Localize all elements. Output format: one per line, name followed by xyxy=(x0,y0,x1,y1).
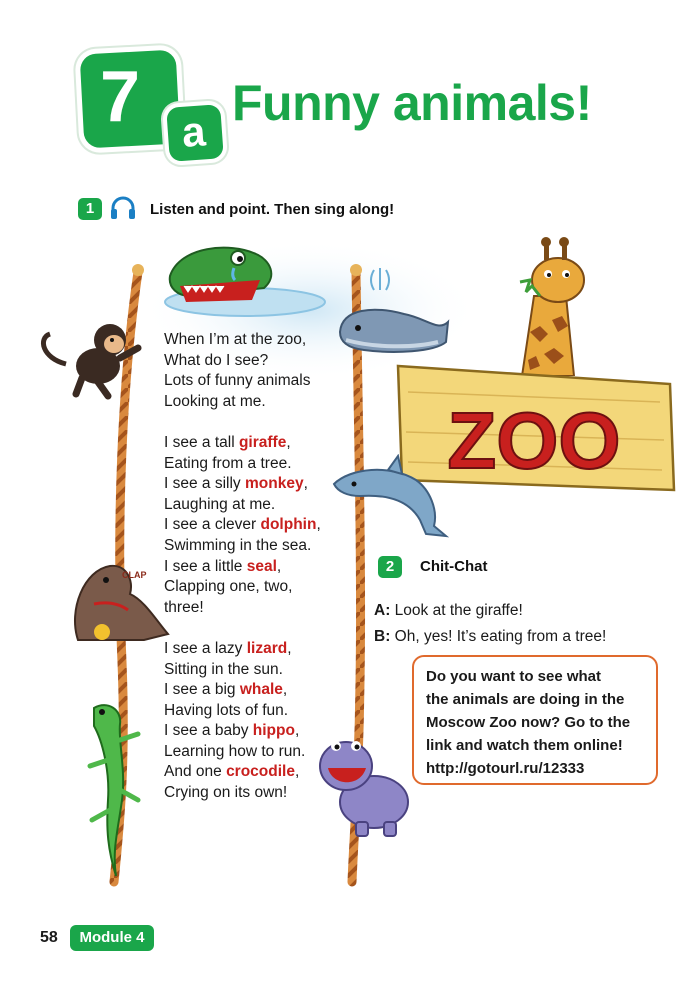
exercise-2-number: 2 xyxy=(378,556,402,578)
animal-word: lizard xyxy=(246,639,288,657)
module-tag: Module 4 xyxy=(70,925,154,951)
zoo-sign-text: ZOO xyxy=(447,396,621,485)
dolphin-illustration xyxy=(330,454,450,540)
crocodile-illustration xyxy=(160,236,340,322)
info-line: link and watch them online! xyxy=(426,737,623,754)
song-line: I see a silly monkey, xyxy=(164,475,308,493)
song-line: I see a little seal, xyxy=(164,557,282,575)
animal-word: crocodile xyxy=(226,763,295,781)
song-line: Sitting in the sun. xyxy=(164,660,283,678)
zoo-link[interactable]: http://gotourl.ru/12333 xyxy=(426,760,585,777)
song-line: Lots of funny animals xyxy=(164,372,311,390)
info-line: Moscow Zoo now? Go to the xyxy=(426,714,631,731)
exercise-1-instruction: Listen and point. Then sing along! xyxy=(150,201,395,218)
clap-text: CLAP xyxy=(122,570,147,580)
chit-chat-dialogue xyxy=(374,598,606,650)
animal-word: hippo xyxy=(252,722,295,740)
monkey-illustration xyxy=(36,318,146,400)
animal-word: monkey xyxy=(244,475,304,493)
song-line: Crying on its own! xyxy=(164,784,288,802)
song-line: I see a clever dolphin, xyxy=(164,516,321,534)
whale-illustration xyxy=(334,262,454,362)
song-line: Laughing at me. xyxy=(164,495,276,513)
song-line: Clapping one, two, xyxy=(164,578,293,596)
song-line: Swimming in the sea. xyxy=(164,536,312,554)
song-line: Having lots of fun. xyxy=(164,701,289,719)
animal-word: seal xyxy=(246,557,277,575)
unit-letter: a xyxy=(180,107,207,156)
headphones-icon[interactable] xyxy=(108,193,138,223)
animal-word: giraffe xyxy=(238,433,287,451)
song-line: three! xyxy=(164,598,204,616)
song-line: I see a lazy lizard, xyxy=(164,639,292,657)
song-line: Eating from a tree. xyxy=(164,454,292,472)
song-line: I see a big whale, xyxy=(164,681,288,699)
page-title: Funny animals! xyxy=(232,75,592,131)
exercise-1-number: 1 xyxy=(78,198,102,220)
seal-illustration xyxy=(64,560,174,650)
exercise-2-title: Chit-Chat xyxy=(420,558,488,575)
online-zoo-info-box xyxy=(412,655,658,785)
unit-letter-badge xyxy=(166,104,224,162)
dialogue-line: B: Oh, yes! It’s eating from a tree! xyxy=(374,628,607,645)
lizard-illustration xyxy=(82,700,146,880)
info-line: Do you want to see what xyxy=(426,668,602,685)
song-line: I see a baby hippo, xyxy=(164,722,300,740)
song-line: And one crocodile, xyxy=(164,763,300,781)
giraffe-illustration xyxy=(500,236,600,376)
unit-number: 7 xyxy=(100,57,141,137)
song-line: When I’m at the zoo, xyxy=(164,331,307,348)
animal-word: whale xyxy=(239,681,283,699)
song-line: What do I see? xyxy=(164,351,269,369)
page-number: 58 xyxy=(40,929,58,946)
dialogue-line: A: Look at the giraffe! xyxy=(374,602,523,619)
info-line: the animals are doing in the xyxy=(426,691,625,708)
song-text xyxy=(164,330,344,804)
song-line: Looking at me. xyxy=(164,392,266,410)
song-line: Learning how to run. xyxy=(164,742,306,760)
animal-word: dolphin xyxy=(260,516,317,534)
song-line: I see a tall giraffe, xyxy=(164,433,291,451)
